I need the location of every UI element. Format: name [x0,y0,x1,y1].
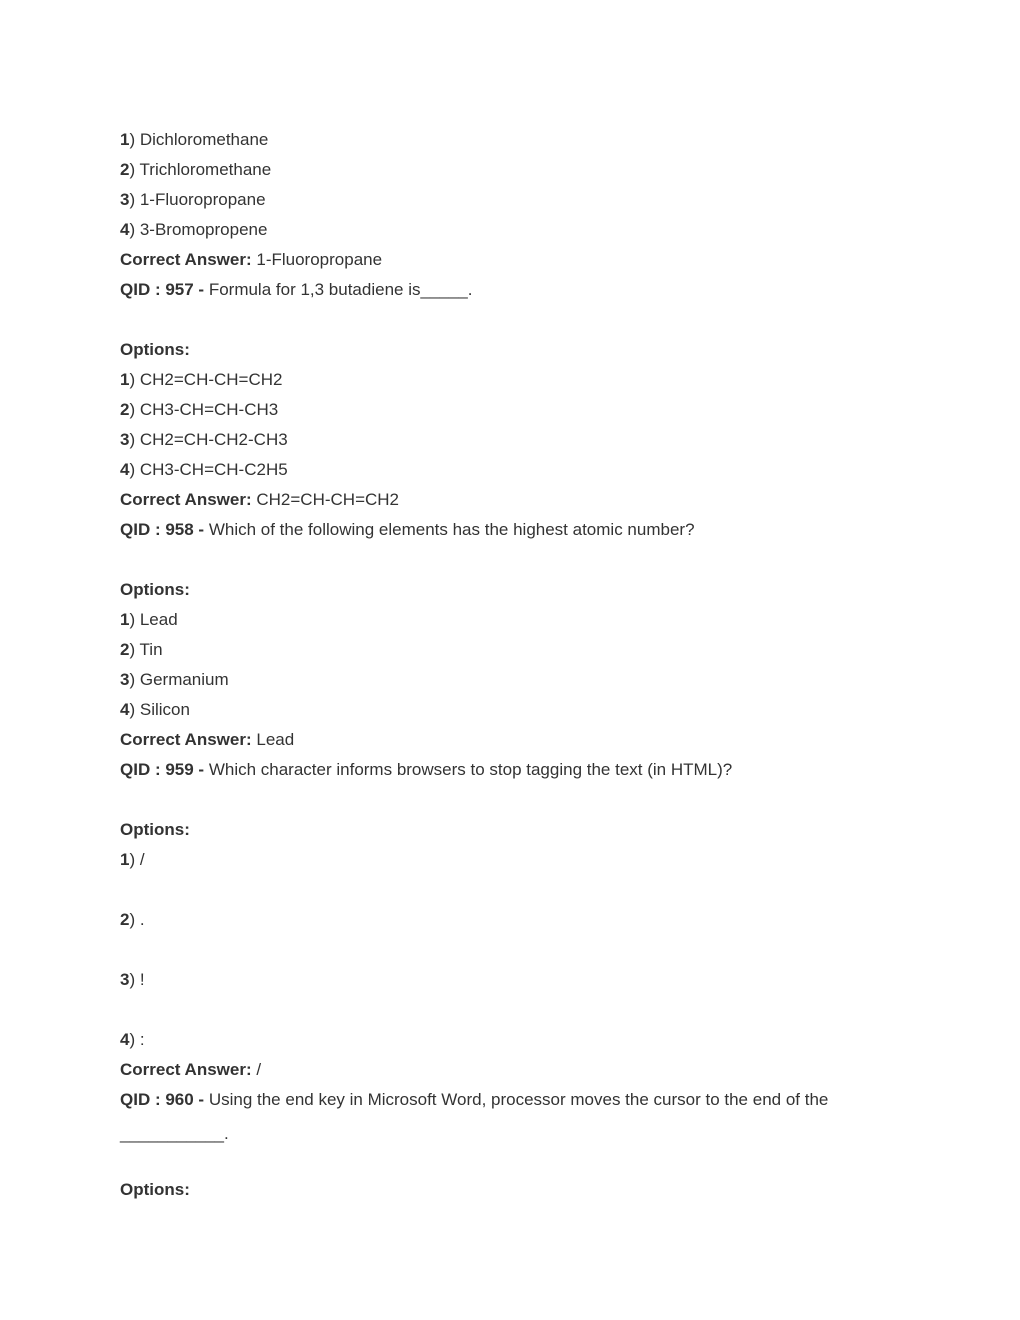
question-957 [120,277,920,307]
option-4 [120,457,920,487]
option-number: 1 [120,850,130,869]
spacer [120,787,920,817]
option-2 [120,397,920,427]
answer-label: Correct Answer: [120,1060,252,1079]
option-text: ) ! [129,970,145,989]
options-label: Options: [120,820,190,839]
options-label: Options: [120,1180,190,1199]
option-3 [120,667,920,697]
answer-label: Correct Answer: [120,490,252,509]
qid-label: QID : 960 - [120,1090,205,1109]
question-text: Using the end key in Microsoft Word, processor moves the cursor to the end of the [204,1090,829,1109]
option-text: ) . [129,910,145,929]
option-1 [120,847,920,877]
option-number: 4 [120,1030,130,1049]
spacer [120,307,920,337]
answer-text: Lead [251,730,295,749]
option-number: 2 [120,910,130,929]
correct-answer [120,1057,920,1087]
option-1 [120,127,920,157]
question-959 [120,757,920,787]
option-text: ) Lead [129,610,178,629]
option-3 [120,967,920,997]
option-text: ) / [129,850,145,869]
option-text: ) Trichloromethane [129,160,272,179]
answer-text: / [251,1060,262,1079]
qid-label: QID : 958 - [120,520,205,539]
option-text: ) CH3-CH=CH-CH3 [129,400,279,419]
option-number: 3 [120,970,130,989]
option-4 [120,1027,920,1057]
answer-text: CH2=CH-CH=CH2 [251,490,400,509]
option-text: ) 1-Fluoropropane [129,190,266,209]
option-number: 2 [120,640,130,659]
qid-label: QID : 957 - [120,280,205,299]
option-number: 1 [120,370,130,389]
question-958 [120,517,920,547]
options-heading [120,817,920,847]
option-2 [120,157,920,187]
correct-answer [120,247,920,277]
spacer [120,997,920,1027]
options-heading [120,337,920,367]
option-text: ) : [129,1030,145,1049]
question-text: Which of the following elements has the highest atomic number? [204,520,695,539]
spacer [120,1147,920,1177]
document-page [120,127,920,1207]
option-number: 4 [120,220,130,239]
options-label: Options: [120,340,190,359]
qid-label: QID : 959 - [120,760,205,779]
spacer [120,877,920,907]
option-text: ) CH2=CH-CH=CH2 [129,370,283,389]
spacer [120,547,920,577]
correct-answer [120,727,920,757]
answer-label: Correct Answer: [120,250,252,269]
option-number: 1 [120,610,130,629]
option-number: 1 [120,130,130,149]
option-number: 4 [120,700,130,719]
option-1 [120,367,920,397]
option-3 [120,187,920,217]
correct-answer [120,487,920,517]
option-4 [120,697,920,727]
option-text: ) CH2=CH-CH2-CH3 [129,430,288,449]
option-text: ) 3-Bromopropene [129,220,268,239]
answer-text: 1-Fluoropropane [251,250,383,269]
option-text: ) Germanium [129,670,229,689]
question-text: Formula for 1,3 butadiene is_____. [204,280,473,299]
option-1 [120,607,920,637]
options-heading [120,1177,920,1207]
option-4 [120,217,920,247]
question-960 [120,1087,920,1117]
options-heading [120,577,920,607]
question-continuation: ___________. [120,1124,229,1143]
option-2 [120,637,920,667]
option-text: ) CH3-CH=CH-C2H5 [129,460,288,479]
answer-label: Correct Answer: [120,730,252,749]
spacer [120,937,920,967]
option-text: ) Silicon [129,700,190,719]
option-number: 3 [120,430,130,449]
option-number: 2 [120,400,130,419]
option-text: ) Tin [129,640,163,659]
option-number: 3 [120,190,130,209]
option-2 [120,907,920,937]
option-text: ) Dichloromethane [129,130,269,149]
options-label: Options: [120,580,190,599]
option-number: 2 [120,160,130,179]
option-number: 4 [120,460,130,479]
question-text: Which character informs browsers to stop tagging the text (in HTML)? [204,760,733,779]
option-3 [120,427,920,457]
option-number: 3 [120,670,130,689]
